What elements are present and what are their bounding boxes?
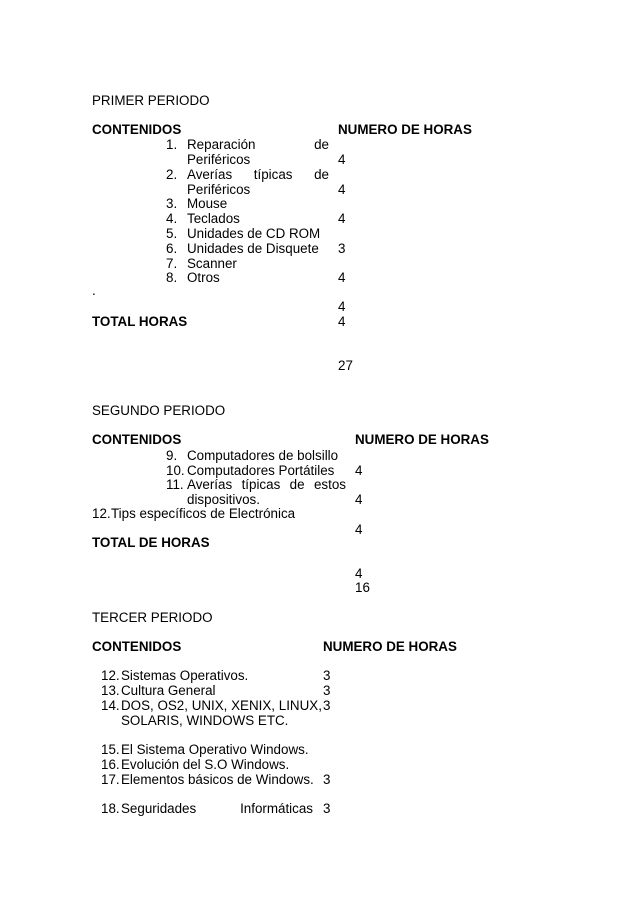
item-word: Informáticas xyxy=(240,801,313,816)
item-number: 6. xyxy=(166,241,178,256)
item-label: Unidades de CD ROM xyxy=(187,226,321,241)
total-label: TOTAL DE HORAS xyxy=(92,535,210,550)
item-label: Elementos básicos de Windows. xyxy=(121,772,314,787)
item-line: dispositivos. xyxy=(187,492,260,507)
item-number: 3. xyxy=(166,196,178,211)
item-label: Otros xyxy=(187,270,220,285)
item-hours: 4 xyxy=(338,182,346,197)
item-number: 12. xyxy=(92,506,111,521)
item-label: Teclados xyxy=(187,211,240,226)
item-hours: 4 xyxy=(355,566,363,581)
item-word: estos xyxy=(313,477,346,492)
item-label: Computadores Portátiles xyxy=(187,463,335,478)
item-word: de xyxy=(314,137,329,152)
section-title-tercer: TERCER PERIODO xyxy=(92,610,213,625)
item-label: El Sistema Operativo Windows. xyxy=(121,742,309,757)
item-label: Evolución del S.O Windows. xyxy=(121,757,290,772)
item-number: 16. xyxy=(101,757,120,772)
item-line xyxy=(121,801,313,816)
hours-header: NUMERO DE HORAS xyxy=(338,122,472,137)
item-line xyxy=(187,137,329,152)
item-label: Mouse xyxy=(187,196,228,211)
total-value: 16 xyxy=(355,580,370,595)
item-label: Scanner xyxy=(187,256,237,271)
item-label: Sistemas Operativos. xyxy=(121,668,249,683)
item-label: Unidades de Disquete xyxy=(187,241,319,256)
total-label: TOTAL HORAS xyxy=(92,314,188,329)
item-number: 13. xyxy=(101,683,120,698)
item-number: 17. xyxy=(101,772,120,787)
item-hours: 3 xyxy=(338,241,346,256)
item-number: 4. xyxy=(166,211,178,226)
total-value: 27 xyxy=(338,358,353,373)
item-number: 18. xyxy=(101,801,120,816)
item-label: Tips específicos de Electrónica xyxy=(111,506,296,521)
hours-header: NUMERO DE HORAS xyxy=(323,639,457,654)
item-hours: 4 xyxy=(338,299,346,314)
item-hours: 3 xyxy=(323,698,331,713)
item-number: 12. xyxy=(101,668,120,683)
section-title-primer: PRIMER PERIODO xyxy=(92,93,210,108)
item-word: de xyxy=(289,477,305,492)
item-word: típicas xyxy=(241,477,281,492)
section-title-segundo: SEGUNDO PERIODO xyxy=(92,403,226,418)
item-hours: 4 xyxy=(338,152,346,167)
item-number: 8. xyxy=(166,270,178,285)
stray-dot: . xyxy=(92,283,96,298)
item-hours: 3 xyxy=(323,668,331,683)
item-hours: 4 xyxy=(355,522,363,537)
hours-header: NUMERO DE HORAS xyxy=(355,432,489,447)
item-word: Reparación xyxy=(187,137,256,152)
item-line: SOLARIS, WINDOWS ETC. xyxy=(121,713,289,728)
item-number: 14. xyxy=(101,698,120,713)
item-label: Cultura General xyxy=(121,683,216,698)
item-hours: 3 xyxy=(323,801,331,816)
item-number: 2. xyxy=(166,167,178,182)
item-label: Computadores de bolsillo xyxy=(187,448,339,463)
contents-header: CONTENIDOS xyxy=(92,639,182,654)
item-number: 10. xyxy=(166,463,185,478)
item-word: Averías xyxy=(187,167,233,182)
item-line xyxy=(187,167,329,182)
item-number: 1. xyxy=(166,137,178,152)
item-number: 11. xyxy=(166,477,184,492)
item-number: 9. xyxy=(166,448,178,463)
item-hours: 4 xyxy=(338,270,346,285)
item-word: de xyxy=(314,167,329,182)
item-number: 7. xyxy=(166,256,178,271)
contents-header: CONTENIDOS xyxy=(92,432,182,447)
item-number: 15. xyxy=(101,742,120,757)
item-line xyxy=(187,477,346,492)
item-line: Periféricos xyxy=(187,152,251,167)
item-hours: 3 xyxy=(323,683,331,698)
item-line: Periféricos xyxy=(187,182,251,197)
item-hours: 4 xyxy=(338,211,346,226)
item-hours: 3 xyxy=(323,772,331,787)
item-hours: 4 xyxy=(338,314,346,329)
item-number: 5. xyxy=(166,226,178,241)
item-word: Averías xyxy=(187,477,233,492)
contents-header: CONTENIDOS xyxy=(92,122,182,137)
item-hours: 4 xyxy=(355,492,363,507)
item-line: DOS, OS2, UNIX, XENIX, LINUX, xyxy=(121,698,322,713)
item-hours: 4 xyxy=(355,463,363,478)
item-word: típicas xyxy=(253,167,293,182)
item-word: Seguridades xyxy=(121,801,197,816)
